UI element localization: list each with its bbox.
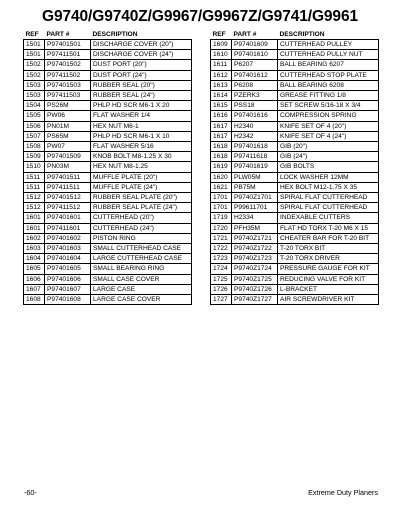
- part-number-cell: P97411618: [232, 152, 278, 162]
- table-row: [211, 91, 379, 101]
- part-number-cell: P97411601: [45, 223, 91, 233]
- table-row: [211, 172, 379, 182]
- table-row: [211, 111, 379, 121]
- parts-table-right: [210, 30, 378, 305]
- table-row: [211, 244, 379, 254]
- ref-cell: 1611: [211, 60, 232, 70]
- description-cell: GIB (20"): [278, 142, 379, 152]
- ref-cell: 1512: [24, 203, 45, 213]
- ref-cell: 1721: [211, 233, 232, 243]
- part-number-cell: P97401608: [45, 295, 91, 305]
- ref-cell: 1601: [24, 223, 45, 233]
- description-cell: SET SCREW 5/16-18 X 3/4: [278, 101, 379, 111]
- part-number-cell: P97401601: [45, 213, 91, 223]
- ref-cell: 1701: [211, 203, 232, 213]
- page-title: G9740/G9740Z/G9967/G9967Z/G9741/G9961: [42, 8, 358, 25]
- description-cell: PHLP HD SCR M6-1 X 10: [91, 131, 192, 141]
- description-cell: HEX BOLT M12-1.75 X 35: [278, 182, 379, 192]
- table-row: [24, 142, 192, 152]
- part-number-cell: P97401607: [45, 284, 91, 294]
- ref-cell: 1610: [211, 50, 232, 60]
- table-row: [24, 213, 192, 223]
- table-row: [211, 121, 379, 131]
- table-row: [211, 162, 379, 172]
- table-row: [211, 213, 379, 223]
- ref-cell: 1502: [24, 70, 45, 80]
- table-row: [24, 193, 192, 203]
- description-cell: PISTON RING: [91, 233, 192, 243]
- part-number-cell: PB75M: [232, 182, 278, 192]
- description-cell: SMALL CUTTERHEAD CASE: [91, 244, 192, 254]
- part-number-cell: P97411512: [45, 203, 91, 213]
- table-row: [211, 264, 379, 274]
- part-number-cell: P97401512: [45, 193, 91, 203]
- table-row: [211, 152, 379, 162]
- table-row: [24, 182, 192, 192]
- description-cell: RUBBER SEAL PLATE (24"): [91, 203, 192, 213]
- part-number-cell: PN03M: [45, 162, 91, 172]
- description-cell: GIB BOLTS: [278, 162, 379, 172]
- ref-header: REF: [212, 31, 226, 38]
- ref-cell: 1602: [24, 233, 45, 243]
- ref-cell: 1617: [211, 131, 232, 141]
- part-number-cell: H2340: [232, 121, 278, 131]
- part-number-cell: P6208: [232, 80, 278, 90]
- ref-cell: 1720: [211, 223, 232, 233]
- table-row: [211, 295, 379, 305]
- ref-cell: 1606: [24, 274, 45, 284]
- table-row: [211, 50, 379, 60]
- table-row: [24, 60, 192, 70]
- table-row: [24, 264, 192, 274]
- table-row: [24, 295, 192, 305]
- table-row: [211, 284, 379, 294]
- description-cell: RUBBER SEAL (24"): [91, 91, 192, 101]
- table-row: [211, 70, 379, 80]
- ref-cell: 1608: [24, 295, 45, 305]
- description-cell: REDUCING VALVE FOR KIT: [278, 274, 379, 284]
- ref-cell: 1503: [24, 80, 45, 90]
- ref-cell: 1618: [211, 142, 232, 152]
- description-cell: CUTTERHEAD PULLY NUT: [278, 50, 379, 60]
- ref-cell: 1617: [211, 121, 232, 131]
- part-number-cell: P97401619: [232, 162, 278, 172]
- table-row: [24, 203, 192, 213]
- part-number-cell: P97411501: [45, 50, 91, 60]
- description-cell: KNIFE SET OF 4 (20"): [278, 121, 379, 131]
- ref-cell: 1601: [24, 213, 45, 223]
- description-cell: MUFFLE PLATE (20"): [91, 172, 192, 182]
- table-row: [211, 131, 379, 141]
- ref-cell: 1727: [211, 295, 232, 305]
- part-number-cell: PW06: [45, 111, 91, 121]
- table-row: [211, 101, 379, 111]
- part-number-cell: P9740Z1701: [232, 193, 278, 203]
- table-row: [211, 60, 379, 70]
- description-header: DESCRIPTION: [279, 31, 325, 38]
- description-cell: CUTTERHEAD (20"): [91, 213, 192, 223]
- table-row: [211, 254, 379, 264]
- description-cell: KNIFE SET OF 4 (24"): [278, 131, 379, 141]
- ref-cell: 1619: [211, 162, 232, 172]
- part-number-cell: P6207: [232, 60, 278, 70]
- description-cell: FLAT WASHER 5/16: [91, 142, 192, 152]
- description-cell: LARGE CASE: [91, 284, 192, 294]
- table-row: [211, 80, 379, 90]
- part-number-cell: P97401618: [232, 142, 278, 152]
- description-cell: SMALL BEARING RING: [91, 264, 192, 274]
- description-cell: DUST PORT (24"): [91, 70, 192, 80]
- description-cell: INDEXABLE CUTTERS: [278, 213, 379, 223]
- ref-cell: 1701: [211, 193, 232, 203]
- description-cell: BALL BEARING 6208: [278, 80, 379, 90]
- footer-section-title: Extreme Duty Planers: [308, 488, 378, 497]
- ref-cell: 1725: [211, 274, 232, 284]
- description-cell: T-20 TORX BIT: [278, 244, 379, 254]
- part-number-cell: P97401603: [45, 244, 91, 254]
- ref-cell: 1719: [211, 213, 232, 223]
- ref-cell: 1612: [211, 70, 232, 80]
- description-cell: CUTTERHEAD PULLEY: [278, 40, 379, 50]
- part-number-cell: P9740Z1721: [232, 233, 278, 243]
- part-number-cell: P97401612: [232, 70, 278, 80]
- description-cell: COMPRESSION SPRING: [278, 111, 379, 121]
- part-number-cell: PFH35M: [232, 223, 278, 233]
- part-number-cell: P97401501: [45, 40, 91, 50]
- ref-cell: 1504: [24, 101, 45, 111]
- description-cell: MUFFLE PLATE (24"): [91, 182, 192, 192]
- description-cell: RUBBER SEAL (20"): [91, 80, 192, 90]
- ref-cell: 1508: [24, 142, 45, 152]
- description-cell: PHLP HD SCR M6-1 X 20: [91, 101, 192, 111]
- part-number-cell: PS26M: [45, 101, 91, 111]
- table-row: [24, 121, 192, 131]
- ref-cell: 1609: [211, 40, 232, 50]
- ref-cell: 1618: [211, 152, 232, 162]
- description-cell: RUBBER SEAL PLATE (20"): [91, 193, 192, 203]
- ref-cell: 1722: [211, 244, 232, 254]
- description-cell: CUTTERHEAD STOP PLATE: [278, 70, 379, 80]
- page-number: -60-: [24, 488, 37, 497]
- part-header: PART #: [233, 31, 257, 38]
- description-cell: GREASE FITTING 1/8: [278, 91, 379, 101]
- part-number-cell: P97401503: [45, 80, 91, 90]
- table-row: [211, 182, 379, 192]
- part-number-cell: PSS18: [232, 101, 278, 111]
- description-cell: GIB (24"): [278, 152, 379, 162]
- table-row: [211, 142, 379, 152]
- table-row: [24, 40, 192, 50]
- table-row: [24, 80, 192, 90]
- ref-cell: 1621: [211, 182, 232, 192]
- ref-cell: 1723: [211, 254, 232, 264]
- description-cell: DUST PORT (20"): [91, 60, 192, 70]
- table-header-row: [211, 30, 379, 40]
- ref-cell: 1605: [24, 264, 45, 274]
- part-number-cell: P97411502: [45, 70, 91, 80]
- description-cell: LOCK WASHER 12MM: [278, 172, 379, 182]
- description-cell: HEX NUT M6-1: [91, 121, 192, 131]
- table-row: [24, 101, 192, 111]
- ref-cell: 1613: [211, 80, 232, 90]
- ref-cell: 1616: [211, 111, 232, 121]
- description-cell: SPIRAL FLAT CUTTERHEAD: [278, 193, 379, 203]
- part-number-cell: P97401606: [45, 274, 91, 284]
- table-row: [24, 254, 192, 264]
- ref-cell: 1726: [211, 284, 232, 294]
- part-number-cell: PLW05M: [232, 172, 278, 182]
- part-number-cell: P9740Z1722: [232, 244, 278, 254]
- ref-cell: 1615: [211, 101, 232, 111]
- table-row: [24, 284, 192, 294]
- part-number-cell: PN01M: [45, 121, 91, 131]
- description-cell: LARGE CASE COVER: [91, 295, 192, 305]
- part-number-cell: PS65M: [45, 131, 91, 141]
- ref-cell: 1506: [24, 121, 45, 131]
- description-cell: CHEATER BAR FOR T-20 BIT: [278, 233, 379, 243]
- part-number-cell: H2334: [232, 213, 278, 223]
- table-row: [24, 152, 192, 162]
- part-number-cell: P97401604: [45, 254, 91, 264]
- part-number-cell: H2342: [232, 131, 278, 141]
- part-number-cell: P9740Z1725: [232, 274, 278, 284]
- table-row: [24, 162, 192, 172]
- description-header: DESCRIPTION: [92, 31, 138, 38]
- part-number-cell: PW07: [45, 142, 91, 152]
- description-cell: T-20 TORX DRIVER: [278, 254, 379, 264]
- description-cell: HEX NUT M8-1.25: [91, 162, 192, 172]
- ref-cell: 1603: [24, 244, 45, 254]
- ref-cell: 1509: [24, 152, 45, 162]
- description-cell: L-BRACKET: [278, 284, 379, 294]
- table-row: [24, 111, 192, 121]
- parts-table-left: [23, 30, 191, 305]
- description-cell: PRESSURE GAUGE FOR KIT: [278, 264, 379, 274]
- part-number-cell: P97401605: [45, 264, 91, 274]
- table-row: [211, 223, 379, 233]
- description-cell: BALL BEARING 6207: [278, 60, 379, 70]
- ref-cell: 1507: [24, 131, 45, 141]
- ref-cell: 1511: [24, 172, 45, 182]
- table-header-row: [24, 30, 192, 40]
- ref-cell: 1614: [211, 91, 232, 101]
- part-number-cell: PZERK3: [232, 91, 278, 101]
- ref-cell: 1607: [24, 284, 45, 294]
- ref-cell: 1511: [24, 182, 45, 192]
- ref-cell: 1505: [24, 111, 45, 121]
- ref-cell: 1604: [24, 254, 45, 264]
- ref-cell: 1510: [24, 162, 45, 172]
- part-number-cell: P97401609: [232, 40, 278, 50]
- part-number-cell: P9740Z1724: [232, 264, 278, 274]
- table-row: [211, 274, 379, 284]
- table-row: [24, 91, 192, 101]
- description-cell: LARGE CUTTERHEAD CASE: [91, 254, 192, 264]
- part-number-cell: P99611701: [232, 203, 278, 213]
- part-number-cell: P97411503: [45, 91, 91, 101]
- ref-cell: 1502: [24, 60, 45, 70]
- table-row: [24, 50, 192, 60]
- part-number-cell: P97401502: [45, 60, 91, 70]
- description-cell: FLAT WASHER 1/4: [91, 111, 192, 121]
- table-row: [211, 193, 379, 203]
- ref-cell: 1501: [24, 40, 45, 50]
- table-row: [24, 172, 192, 182]
- part-number-cell: P9740Z1726: [232, 284, 278, 294]
- ref-cell: 1501: [24, 50, 45, 60]
- part-number-cell: P97401602: [45, 233, 91, 243]
- description-cell: SMALL CASE COVER: [91, 274, 192, 284]
- table-row: [211, 233, 379, 243]
- description-cell: DISCHARGE COVER (20"): [91, 40, 192, 50]
- part-number-cell: P97401616: [232, 111, 278, 121]
- part-number-cell: P97401610: [232, 50, 278, 60]
- description-cell: FLAT HD TORX T-20 M6 X 15: [278, 223, 379, 233]
- table-row: [24, 244, 192, 254]
- description-cell: SPIRAL FLAT CUTTERHEAD: [278, 203, 379, 213]
- table-row: [24, 274, 192, 284]
- table-row: [211, 203, 379, 213]
- part-number-cell: P97401509: [45, 152, 91, 162]
- table-row: [211, 40, 379, 50]
- part-number-cell: P9740Z1727: [232, 295, 278, 305]
- ref-cell: 1512: [24, 193, 45, 203]
- ref-cell: 1503: [24, 91, 45, 101]
- table-row: [24, 131, 192, 141]
- description-cell: AIR SCREWDRIVER KIT: [278, 295, 379, 305]
- ref-cell: 1620: [211, 172, 232, 182]
- table-row: [24, 233, 192, 243]
- ref-cell: 1724: [211, 264, 232, 274]
- ref-header: REF: [25, 31, 39, 38]
- part-number-cell: P97411511: [45, 182, 91, 192]
- description-cell: CUTTERHEAD (24"): [91, 223, 192, 233]
- part-header: PART #: [46, 31, 70, 38]
- description-cell: KNOB BOLT M8-1.25 X 30: [91, 152, 192, 162]
- part-number-cell: P97401511: [45, 172, 91, 182]
- part-number-cell: P9740Z1723: [232, 254, 278, 264]
- description-cell: DISCHARGE COVER (24"): [91, 50, 192, 60]
- table-row: [24, 70, 192, 80]
- table-row: [24, 223, 192, 233]
